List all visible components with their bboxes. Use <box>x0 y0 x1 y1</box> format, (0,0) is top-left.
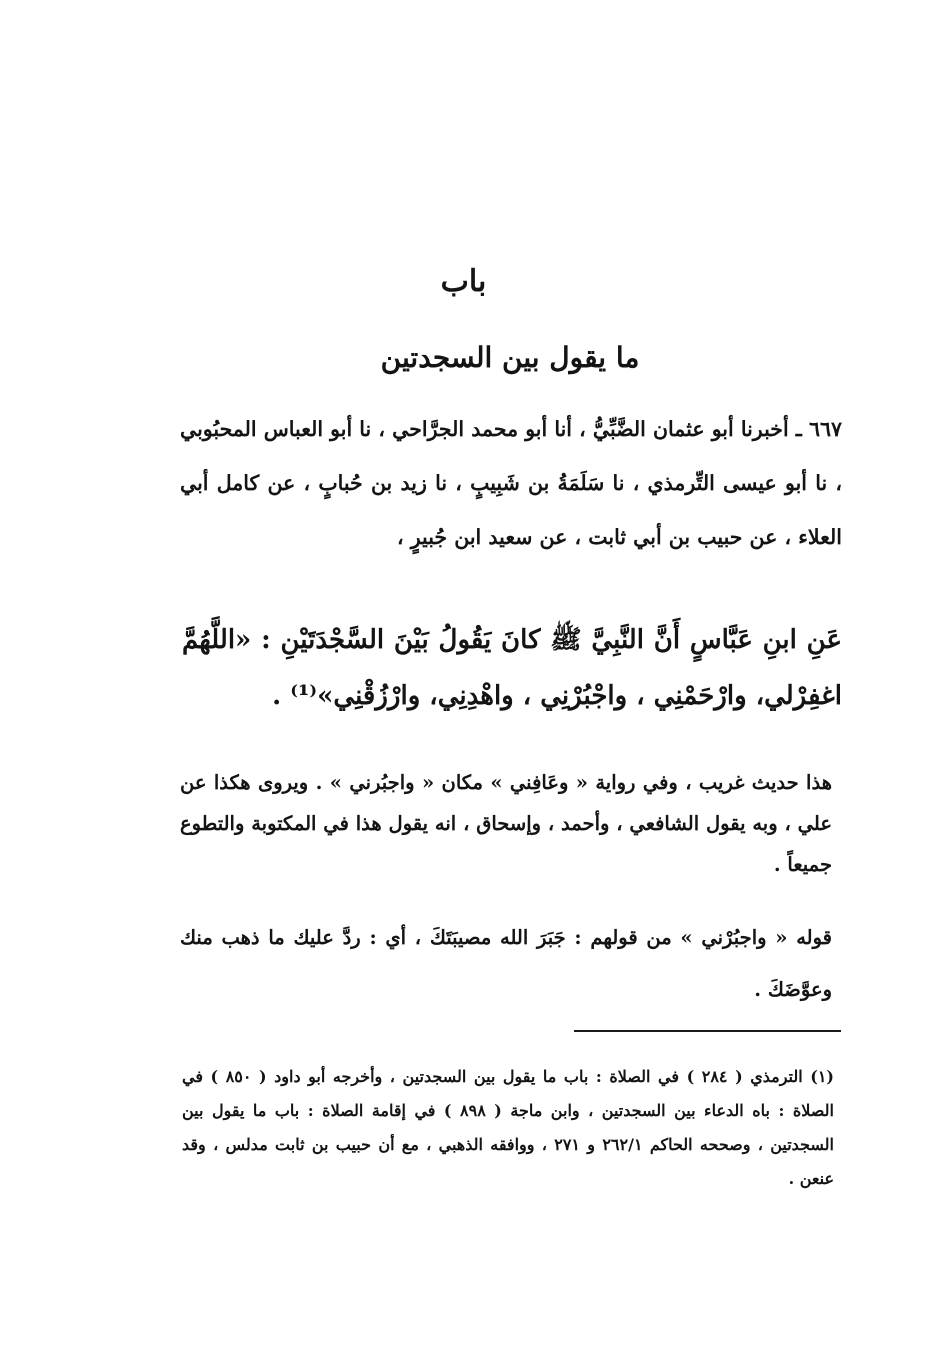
word-explanation: قوله « واجبُرْني » من قولهم : جَبَرَ الله مصيبَتَكَ ، أي : ردَّ عليك ما ذهب منك وعوَّضَكَ . <box>180 926 832 1001</box>
footnote: (١) الترمذي ( ٢٨٤ ) في الصلاة : باب ما يقول بين السجدتين ، وأخرجه أبو داود ( ٨٥٠ ) في الصلاة : باه الدعاء بين السجدتين ، وابن ماجة ( ٨٩٨ ) في إقامة الصلاة : باب ما يقول بين السجدتين ، وصححه الحاكم ٢٦٢/١ و ٢٧١ ، ووافقه الذهبي ، مع أن حبيب بن ثابت مدلس ، وقد عنعن . <box>182 1067 834 1188</box>
hadith-text: عَنِ ابنِ عَبَّاسٍ أَنَّ النَّبِيَّ ﷺ كانَ يَقُولُ بَيْنَ السَّجْدَتَيْنِ : «اللَّهُمَّ اغفِرْلي، وارْحَمْنِي ، واجْبُرْنِي ، واهْدِنِي، وارْزُقْنِي»⁽¹⁾ . <box>182 625 842 711</box>
chapter-label: باب <box>440 264 487 299</box>
footnote-separator <box>574 1030 841 1032</box>
hadith-chain-paragraph: ٦٦٧ ـ أخبرنا أبو عثمان الضَّبِّيُّ ، أنا أبو محمد الجرَّاحي ، نا أبو العباس المحبُوبي ، نا أبو عيسى التِّرمذي ، نا سَلَمَةُ بن شَبِيبٍ ، نا زيد بن حُبابٍ ، عن كامل أبي العلاء ، عن حبيب بن أبي ثابت ، عن سعيد ابن جُبيرٍ ، <box>180 417 842 549</box>
chapter-title: ما يقول بين السجدتين <box>380 341 640 374</box>
grading-commentary: هذا حديث غريب ، وفي رواية « وعَافِني » مكان « واجبُرني » . ويروى هكذا عن علي ، وبه يقول الشافعي ، وأحمد ، وإسحاق ، انه يقول هذا في المكتوبة والتطوع جميعاً . <box>180 771 832 876</box>
